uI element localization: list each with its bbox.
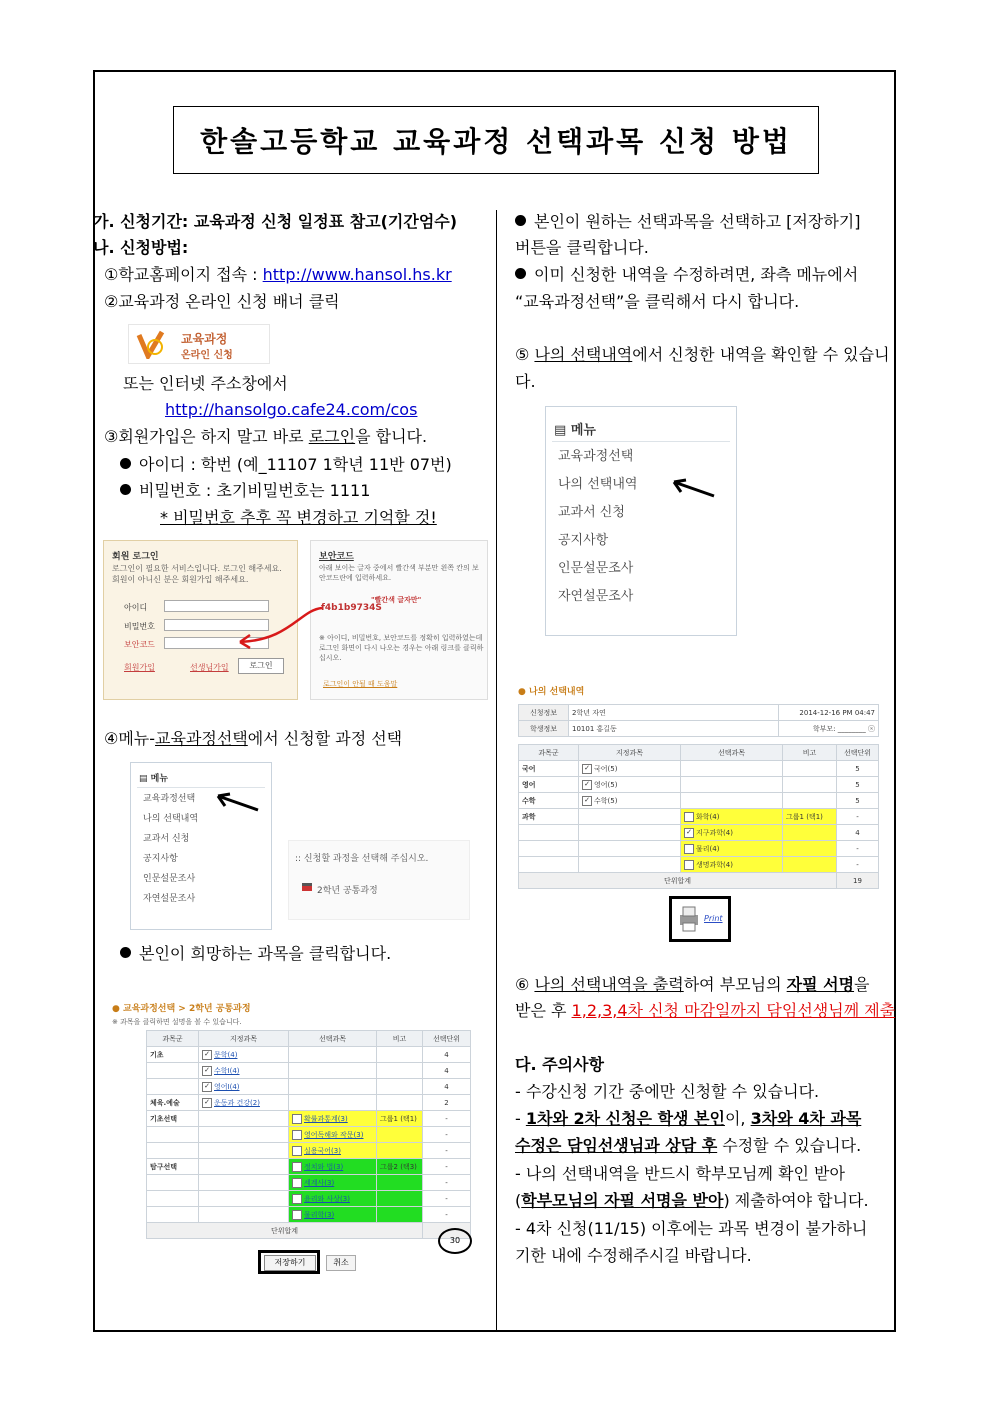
banner-line1: 교육과정 (181, 332, 228, 346)
table-row: 실용국어(3) - (147, 1143, 471, 1159)
edit-instruction: 이미 신청한 내역을 수정하려면, 좌측 메뉴에서 (515, 265, 858, 285)
bullet-icon (120, 947, 131, 958)
table-row: 과학 화학(4) 그룹1 (택1) - (519, 809, 879, 825)
period-heading: 가. 신청기간: 교육과정 신청 일정표 참고(기간엄수) (93, 212, 458, 231)
table-row: 국어 ✓ 국어(5) 5 (519, 761, 879, 777)
secure-note: ※ 아이디, 비밀번호, 보안코드를 정확히 입력하였는데 로그인 화면이 다시 나오는 경우는 아래 링크를 클릭하십시오. (319, 634, 484, 662)
course-breadcrumb: ● 교육과정선택 > 2학년 공통과정 (112, 1004, 251, 1014)
course-table: 과목군 지정과목 선택과목 비고 선택단위 기초 ✓ 문학(4) 4 ✓ 수학Ⅰ(4) 4 ✓ 영어Ⅰ(4) 4 체육.예술 ✓ 운동과 건강(2) 2 기초선택 확률과통계(3) 그룹1 (택1) - 영어독해와 작문(3) - 실용국어(3) - 탐구선택 정치와 법(3) 그룹2 (택3) - 세계사(3) - 윤리와 사상(3) - 물리학(3) - 단위합계 (146, 1030, 471, 1239)
my-selection-title: ● 나의 선택내역 (518, 687, 585, 697)
menu-item-textbook[interactable]: 교과서 신청 (558, 505, 625, 520)
step1 (104, 265, 452, 285)
table-row: 영어독해와 작문(3) - (147, 1127, 471, 1143)
menu-header: ▤ 메뉴 (139, 774, 169, 784)
help-link[interactable]: 로그인이 안될 때 도움말 (323, 680, 398, 688)
caution-heading: 다. 주의사항 (515, 1055, 604, 1074)
method-heading: 나. 신청방법: (93, 238, 189, 257)
secure-hint: "빨간색 글자만" (371, 596, 422, 604)
teacher-join-link[interactable]: 선생님가입 (190, 663, 229, 672)
login-title: 회원 로그인 (112, 552, 159, 562)
print-button[interactable] (669, 896, 731, 942)
table-row: 생명과학(4) - (519, 857, 879, 873)
print-label: Print (704, 914, 723, 923)
step4 (104, 729, 402, 749)
step3-c: 을 합니다. (355, 427, 428, 446)
step5: ⑤ 나의 선택내역에서 신청한 내역을 확인할 수 있습니 (515, 345, 890, 364)
menu-item-my-selection[interactable]: 나의 선택내역 (143, 814, 199, 824)
arrow-icon (212, 790, 262, 814)
menu-item-course-select[interactable]: 교육과정선택 (558, 449, 634, 464)
caution-3: 수정은 담임선생님과 상담 후 수정할 수 있습니다. (515, 1136, 862, 1155)
caution-6: - 4차 신청(11/15) 이후에는 과목 변경이 불가하니 (515, 1219, 868, 1238)
bullet-icon (120, 484, 131, 495)
table-row: 기초 ✓ 문학(4) 4 (147, 1047, 471, 1063)
my-selection-table: 과목군 지정과목 선택과목 비고 선택단위 국어 ✓ 국어(5) 5 영어 ✓ 영어(5) 5 수학 ✓ 수학(5) 5 과학 화학(4) 그룹1 (택1) - ✓ 지구과학(4) 4 물리(4) - 생명과학(4) - 단위합계 19 (518, 744, 879, 889)
menu-item-textbook[interactable]: 교과서 신청 (143, 834, 190, 844)
menu-item-humanities-survey[interactable]: 인문설문조사 (143, 874, 196, 884)
pw-text: 비밀번호 : 초기비밀번호는 1111 (139, 481, 371, 500)
table-row: 윤리와 사상(3) - (147, 1191, 471, 1207)
table-row: 세계사(3) - (147, 1175, 471, 1191)
edit-instruction-2: “교육과정선택”을 클릭해서 다시 합니다. (515, 292, 800, 311)
table-row: ✓ 영어Ⅰ(4) 4 (147, 1079, 471, 1095)
join-link[interactable]: 회원가입 (124, 663, 155, 672)
left-menu (130, 762, 272, 930)
step4-b: 교육과정선택 (155, 729, 248, 748)
id-label: 아이디 (124, 603, 148, 612)
book-icon (301, 881, 313, 893)
menu-item-humanities-survey[interactable]: 인문설문조사 (558, 561, 634, 576)
id-bullet (120, 455, 452, 475)
table-row: ✓ 수학Ⅰ(4) 4 (147, 1063, 471, 1079)
step3-login: 로그인 (308, 427, 356, 446)
step3-a: ③회원가입은 하지 말고 바로 (104, 427, 309, 446)
caution-4: - 나의 선택내역을 반드시 학부모님께 확인 받아 (515, 1164, 845, 1183)
table-row: 수학 ✓ 수학(5) 5 (519, 793, 879, 809)
step4-c: 에서 신청할 과정 선택 (247, 729, 403, 748)
course-banner[interactable] (128, 324, 270, 364)
secure-title: 보안코드 (319, 552, 354, 562)
total-row: 단위합계 (147, 1223, 471, 1239)
click-bullet (120, 944, 391, 964)
course-item[interactable]: 2학년 공통과정 (317, 886, 378, 896)
caution-7: 기한 내에 수정해주시길 바랍니다. (515, 1246, 752, 1265)
or-text: 또는 인터넷 주소창에서 (123, 374, 288, 393)
caution-2: - 1차와 2차 신청은 학생 본인이, 3차와 4차 과목 (515, 1109, 862, 1128)
bullet-icon (120, 458, 131, 469)
secure-desc: 아래 보이는 글자 중에서 빨간색 부분만 왼쪽 칸의 보안코드란에 입력하세요. (319, 564, 479, 582)
page-title: 한솔고등학교 교육과정 선택과목 신청 방법 (173, 106, 819, 174)
pw-label: 비밀번호 (124, 622, 155, 631)
checkmark-logo-icon (135, 329, 165, 359)
pw-bullet (120, 481, 370, 501)
total-row: 단위합계 19 (519, 873, 879, 889)
menu-item-science-survey[interactable]: 자연설문조사 (558, 589, 634, 604)
table-row: 물리학(3) - (147, 1207, 471, 1223)
menu-item-notice[interactable]: 공지사항 (558, 533, 609, 548)
bullet-icon (515, 215, 526, 226)
right-menu (545, 406, 737, 636)
arrow-icon (668, 474, 718, 500)
save-instruction-2: 버튼을 클릭합니다. (515, 238, 649, 257)
table-row: 영어 ✓ 영어(5) 5 (519, 777, 879, 793)
total-units: 30 (438, 1228, 472, 1254)
step5-end: 다. (515, 372, 536, 391)
table-row: 체육.예술 ✓ 운동과 건강(2) 2 (147, 1095, 471, 1111)
menu-item-notice[interactable]: 공지사항 (143, 854, 178, 864)
course-header: :: 신청할 과정을 선택해 주십시오. (295, 854, 429, 864)
menu-item-my-selection[interactable]: 나의 선택내역 (558, 477, 638, 492)
step4-a: ④메뉴- (104, 729, 156, 748)
cancel-button[interactable]: 취소 (326, 1255, 356, 1271)
step3 (104, 427, 427, 447)
banner-line2: 온라인 신청 (181, 350, 233, 361)
bullet-icon (515, 268, 526, 279)
save-button[interactable]: 저장하기 (264, 1255, 316, 1271)
login-desc: 로그인이 필요한 서비스입니다. 로그인 해주세요. 회원이 아니신 분은 회원가입 해주세요. (112, 564, 282, 584)
step6-line1: ⑥ 나의 선택내역을 출력하여 부모님의 자필 서명을 (515, 975, 870, 994)
id-text: 아이디 : 학번 (예_11107 1학년 11반 07번) (139, 455, 452, 474)
course-note: ※ 과목을 클릭하면 설명을 볼 수 있습니다. (112, 1018, 242, 1026)
click-text: 본인이 희망하는 과목을 클릭합니다. (139, 944, 392, 963)
menu-item-science-survey[interactable]: 자연설문조사 (143, 894, 196, 904)
secure-code: f4b1b9734S (321, 603, 382, 613)
login-button[interactable]: 로그인 (238, 658, 284, 674)
menu-header: ▤ 메뉴 (554, 423, 596, 438)
cafe-link[interactable]: http://hansolgo.cafe24.com/cos (165, 400, 418, 419)
pw-note: * 비밀번호 추후 꼭 변경하고 기억할 것! (160, 508, 437, 527)
step1-text: ①학교홈페이지 접속 : (104, 265, 263, 284)
my-info-table: 신청정보 2학년 자연 2014-12-16 PM 04:47 학생정보 10101 홍길동 학부모: ________ ⓢ (518, 704, 879, 737)
code-label: 보안코드 (124, 640, 155, 649)
table-row: 탐구선택 정치와 법(3) 그룹2 (택3) - (147, 1159, 471, 1175)
course-select-box (288, 840, 470, 920)
printer-icon (677, 905, 701, 933)
step6-line2: 받은 후 1,2,3,4차 신청 마감일까지 담임선생님께 제출 (515, 1001, 896, 1020)
table-row: ✓ 지구과학(4) 4 (519, 825, 879, 841)
table-row: 물리(4) - (519, 841, 879, 857)
table-row: 기초선택 확률과통계(3) 그룹1 (택1) - (147, 1111, 471, 1127)
menu-item-course-select[interactable]: 교육과정선택 (143, 794, 196, 804)
caution-5: (학부모님의 자필 서명을 받아) 제출하여야 합니다. (515, 1191, 869, 1210)
caution-1: - 수강신청 기간 중에만 신청할 수 있습니다. (515, 1082, 820, 1101)
step2: ②교육과정 온라인 신청 배너 클릭 (104, 292, 340, 311)
red-arrow-icon (220, 600, 340, 660)
school-homepage-link[interactable]: http://www.hansol.hs.kr (262, 265, 452, 284)
save-instruction: 본인이 원하는 선택과목을 선택하고 [저장하기] (515, 212, 861, 232)
column-divider (496, 210, 497, 1330)
